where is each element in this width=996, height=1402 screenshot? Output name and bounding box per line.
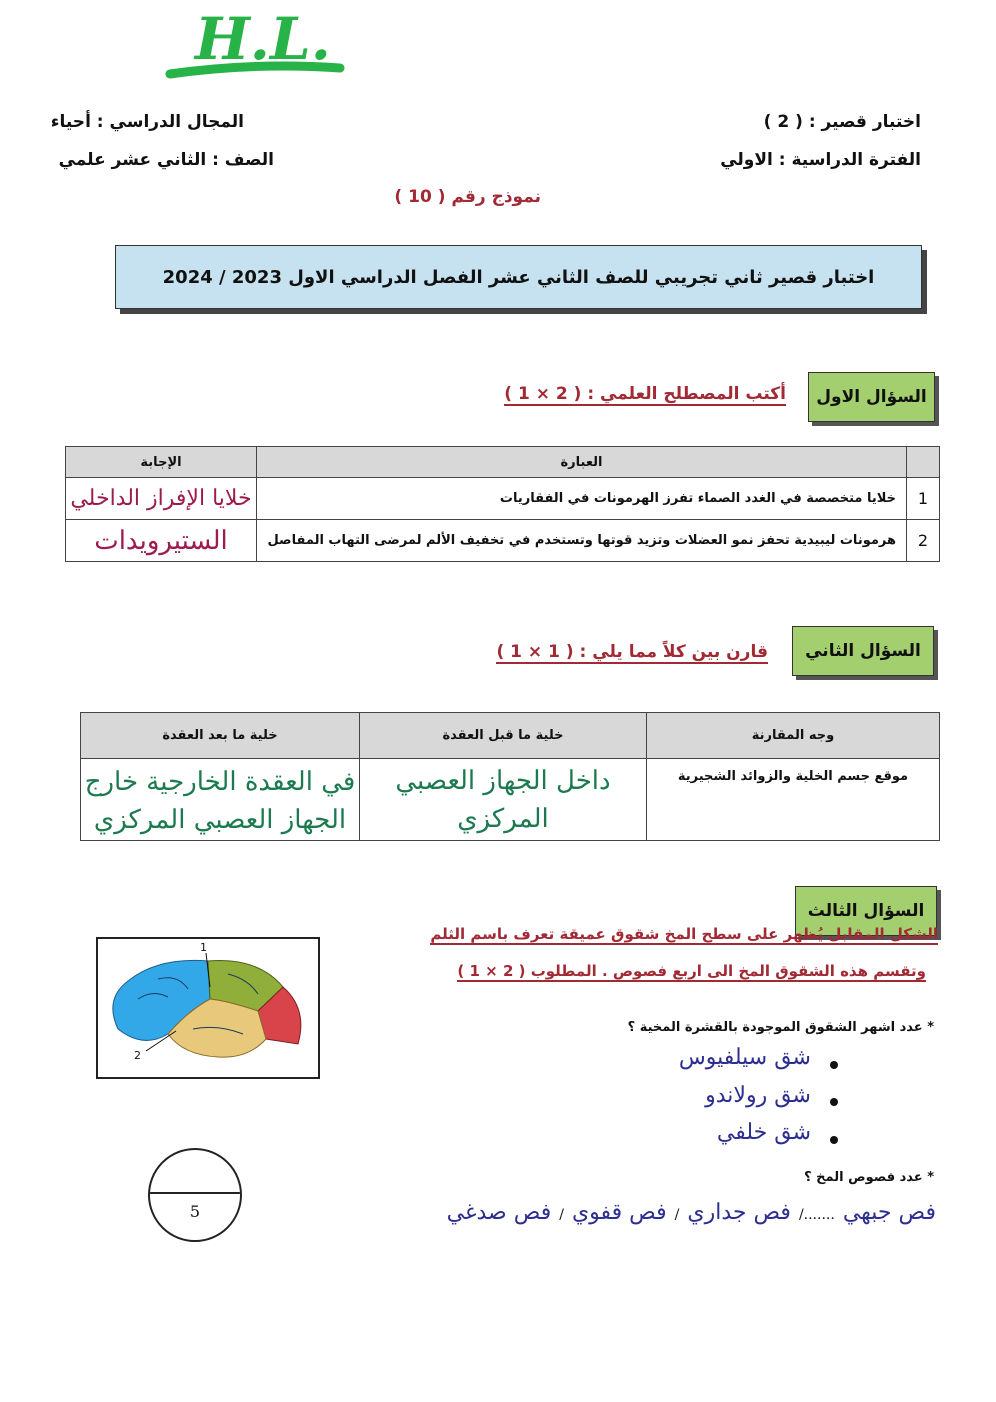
- row-post-answer: في العقدة الخارجية خارج الجهاز العصبي المركزي: [81, 759, 360, 841]
- terms-table: [65, 446, 940, 562]
- question-2-prompt: قارن بين كلاً مما يلي : ( 1 × 1 ): [496, 642, 768, 662]
- answer-fissure-2: شق رولاندو: [705, 1083, 811, 1108]
- score-divider: [150, 1192, 240, 1194]
- table-header-pre: خلية ما قبل العقدة: [360, 713, 647, 759]
- question-3-prompt-line1: الشكل المقابل يُظهر على سطح المخ شقوق عميقة تعرف باسم الثلم: [430, 925, 938, 943]
- quiz-number: اختبار قصير : ( 2 ): [763, 112, 921, 132]
- study-period: الفترة الدراسية : الاولي: [720, 150, 921, 170]
- row-statement: خلايا متخصصة في الغدد الصماء تفرز الهرمونات في الفقاريات: [257, 478, 907, 520]
- table-header-num: [907, 447, 940, 478]
- lobe-temporal: فص صدغي: [446, 1200, 552, 1225]
- grade-mark-underline: [165, 60, 345, 82]
- bullet-icon: [830, 1098, 838, 1106]
- lobes-answer: [447, 1200, 936, 1225]
- figure-label-2: 2: [134, 1049, 141, 1062]
- score-total: 5: [189, 1202, 201, 1221]
- sub-question-2: * عدد فصوص المخ ؟: [804, 1170, 934, 1185]
- table-header-answer: الإجابة: [66, 447, 257, 478]
- comparison-table: [80, 712, 940, 841]
- exam-title-banner: اختبار قصير ثاني تجريبي للصف الثاني عشر الفصل الدراسي الاول 2023 / 2024: [115, 245, 922, 309]
- bullet-icon: [830, 1136, 838, 1144]
- row-number: 2: [907, 520, 940, 562]
- brain-figure: [96, 937, 320, 1079]
- row-number: 1: [907, 478, 940, 520]
- row-pre-answer: داخل الجهاز العصبي المركزي: [360, 759, 647, 841]
- model-number: نموذج رقم ( 10 ): [394, 187, 541, 207]
- lobe-occipital: فص قفوي: [571, 1200, 667, 1225]
- answer-fissure-1: شق سيلفيوس: [678, 1045, 811, 1070]
- table-row: [66, 520, 940, 562]
- row-answer: خلايا الإفراز الداخلي: [66, 478, 257, 520]
- bullet-icon: [830, 1061, 838, 1069]
- lobe-separator: /: [674, 1207, 680, 1223]
- lobe-separator: /: [559, 1207, 564, 1223]
- table-row: [81, 759, 940, 841]
- lobe-separator: ......./: [798, 1207, 835, 1223]
- table-row: [66, 478, 940, 520]
- table-header-post: خلية ما بعد العقدة: [81, 713, 360, 759]
- score-oval: [148, 1148, 242, 1242]
- brain-illustration: [98, 939, 318, 1077]
- question-1-prompt: أكتب المصطلح العلمي : ( 2 × 1 ): [504, 384, 786, 404]
- row-statement: هرمونات ليبيدية تحفز نمو العضلات وتزيد قوتها وتستخدم في تخفيف الألم لمرضى التهاب المفاصل: [257, 520, 907, 562]
- table-header-aspect: وجه المقارنة: [647, 713, 940, 759]
- answer-fissure-3: شق خلفي: [716, 1120, 811, 1145]
- grade-level: الصف : الثاني عشر علمي: [58, 150, 274, 170]
- question-2-label: السؤال الثاني: [792, 626, 934, 676]
- study-field: المجال الدراسي : أحياء: [50, 112, 244, 132]
- lobe-parietal: فص جداري: [687, 1200, 791, 1225]
- question-3-label: السؤال الثالث: [795, 886, 937, 936]
- row-answer: الستيرويدات: [66, 520, 257, 562]
- lobe-frontal: فص جبهي: [842, 1200, 936, 1225]
- table-header-statement: العبارة: [257, 447, 907, 478]
- grade-mark: H.L.: [195, 5, 331, 73]
- question-1-label: السؤال الاول: [808, 372, 935, 422]
- figure-label-1: 1: [200, 941, 207, 954]
- row-aspect: موقع جسم الخلية والزوائد الشجيرية: [647, 759, 940, 841]
- sub-question-1: * عدد اشهر الشقوق الموجودة بالقشرة المخية ؟: [627, 1020, 934, 1035]
- question-3-prompt-line2: وتقسم هذه الشقوق المخ الى اربع فصوص . المطلوب ( 2 × 1 ): [457, 962, 926, 980]
